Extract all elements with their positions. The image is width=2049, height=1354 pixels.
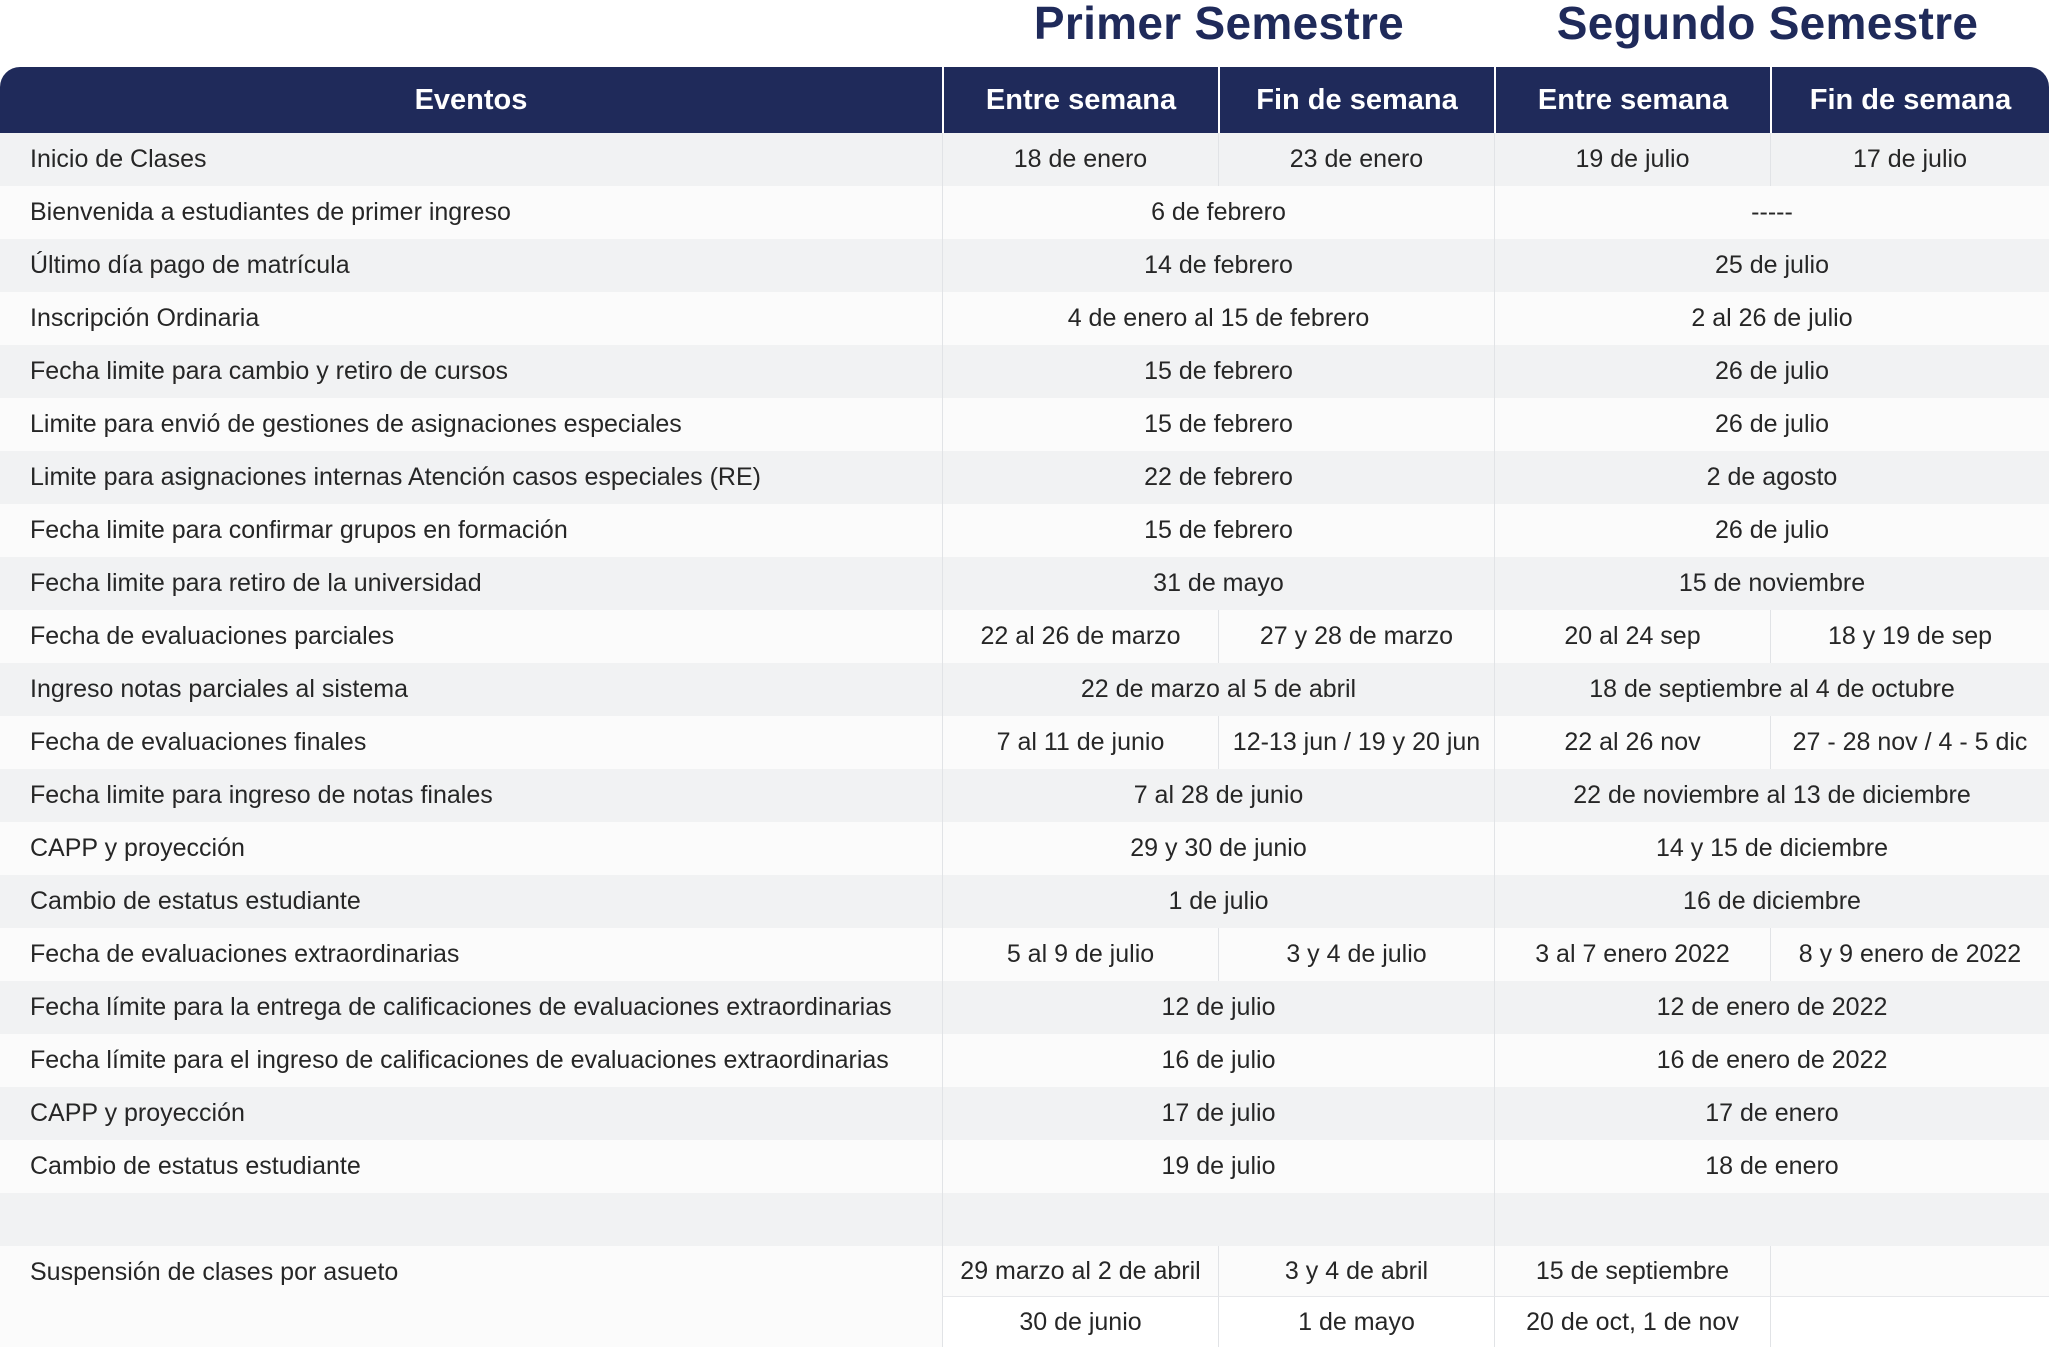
s2-date-cell: 25 de julio bbox=[1494, 239, 2049, 292]
event-name-cell: Fecha de evaluaciones parciales bbox=[0, 610, 942, 663]
spacer-cell bbox=[942, 1193, 1494, 1246]
s1-weekend-column-header: Fin de semana bbox=[1218, 67, 1494, 133]
spacer-row bbox=[0, 1193, 2049, 1246]
s2-weekend-column-header: Fin de semana bbox=[1770, 67, 2049, 133]
s2-date-cell: 14 y 15 de diciembre bbox=[1494, 822, 2049, 875]
s2-date-cell: 18 de enero bbox=[1494, 1140, 2049, 1193]
s2-date-cell: 16 de enero de 2022 bbox=[1494, 1034, 2049, 1087]
s2-weekday-column-header: Entre semana bbox=[1494, 67, 1770, 133]
s1-date-cell: 31 de mayo bbox=[942, 557, 1494, 610]
s1-date-cell: 15 de febrero bbox=[942, 504, 1494, 557]
table-row bbox=[0, 1087, 2049, 1140]
s2-date-cell: 2 de agosto bbox=[1494, 451, 2049, 504]
s2-date-cell: 17 de enero bbox=[1494, 1087, 2049, 1140]
s1-weekend-cell: 27 y 28 de marzo bbox=[1218, 610, 1494, 663]
s2-date-cell: 16 de diciembre bbox=[1494, 875, 2049, 928]
s2-weekend-cell: 18 y 19 de sep bbox=[1770, 610, 2049, 663]
table-row bbox=[0, 610, 2049, 663]
table-row bbox=[0, 822, 2049, 875]
event-name-cell: CAPP y proyección bbox=[0, 1087, 942, 1140]
s2-date-cell: 18 de septiembre al 4 de octubre bbox=[1494, 663, 2049, 716]
event-name-cell: Cambio de estatus estudiante bbox=[0, 1140, 942, 1193]
table-row bbox=[0, 133, 2049, 186]
event-name-cell: Fecha límite para la entrega de calificaciones de evaluaciones extraordinarias bbox=[0, 981, 942, 1034]
event-name-cell: Fecha limite para confirmar grupos en formación bbox=[0, 504, 942, 557]
event-name-cell: Último día pago de matrícula bbox=[0, 239, 942, 292]
event-name-cell: Inscripción Ordinaria bbox=[0, 292, 942, 345]
s2-weekday-cell: 3 al 7 enero 2022 bbox=[1494, 928, 1770, 981]
event-name-cell: Fecha de evaluaciones finales bbox=[0, 716, 942, 769]
second-semester-title: Segundo Semestre bbox=[1556, 0, 1979, 49]
event-name-cell: Fecha de evaluaciones extraordinarias bbox=[0, 928, 942, 981]
event-name-cell: Fecha límite para el ingreso de calificaciones de evaluaciones extraordinarias bbox=[0, 1034, 942, 1087]
s2-date-cell: 12 de enero de 2022 bbox=[1494, 981, 2049, 1034]
s1-date-cell: 29 y 30 de junio bbox=[942, 822, 1494, 875]
s1-date-cell: 4 de enero al 15 de febrero bbox=[942, 292, 1494, 345]
s2-weekend-cell: 27 - 28 nov / 4 - 5 dic bbox=[1770, 716, 2049, 769]
s1-weekday-cell: 22 al 26 de marzo bbox=[942, 610, 1218, 663]
suspension-row bbox=[0, 1246, 2049, 1296]
s1-date-cell: 22 de febrero bbox=[942, 451, 1494, 504]
s1-weekend-cell: 1 de mayo bbox=[1218, 1296, 1494, 1347]
table-row bbox=[0, 716, 2049, 769]
table-row bbox=[0, 928, 2049, 981]
event-name-cell: Fecha limite para cambio y retiro de cursos bbox=[0, 345, 942, 398]
s2-date-cell: 2 al 26 de julio bbox=[1494, 292, 2049, 345]
s1-weekday-cell: 29 marzo al 2 de abril bbox=[942, 1246, 1218, 1296]
s1-weekday-cell: 30 de junio bbox=[942, 1296, 1218, 1347]
s1-date-cell: 1 de julio bbox=[942, 875, 1494, 928]
s1-weekday-cell: 5 al 9 de julio bbox=[942, 928, 1218, 981]
table-row bbox=[0, 1034, 2049, 1087]
event-name-cell: Fecha limite para ingreso de notas finales bbox=[0, 769, 942, 822]
table-row bbox=[0, 239, 2049, 292]
s1-date-cell: 14 de febrero bbox=[942, 239, 1494, 292]
s2-date-cell: 26 de julio bbox=[1494, 345, 2049, 398]
table-row bbox=[0, 345, 2049, 398]
event-name-cell: Fecha limite para retiro de la universidad bbox=[0, 557, 942, 610]
s2-date-cell: ----- bbox=[1494, 186, 2049, 239]
suspension-event-cell: Suspensión de clases por asueto bbox=[0, 1246, 942, 1347]
s1-date-cell: 15 de febrero bbox=[942, 398, 1494, 451]
s2-weekend-cell bbox=[1770, 1296, 2049, 1347]
s1-weekday-column-header: Entre semana bbox=[942, 67, 1218, 133]
s2-weekday-cell: 15 de septiembre bbox=[1494, 1246, 1770, 1296]
event-name-cell: CAPP y proyección bbox=[0, 822, 942, 875]
spacer-cell bbox=[1494, 1193, 2049, 1246]
table-row bbox=[0, 398, 2049, 451]
s1-weekend-cell: 3 y 4 de julio bbox=[1218, 928, 1494, 981]
table-row bbox=[0, 557, 2049, 610]
table-row bbox=[0, 1140, 2049, 1193]
table-row bbox=[0, 875, 2049, 928]
s2-date-cell: 15 de noviembre bbox=[1494, 557, 2049, 610]
event-name-cell: Limite para envió de gestiones de asignaciones especiales bbox=[0, 398, 942, 451]
event-name-cell: Inicio de Clases bbox=[0, 133, 942, 186]
s1-weekend-cell: 3 y 4 de abril bbox=[1218, 1246, 1494, 1296]
s2-weekend-cell: 17 de julio bbox=[1770, 133, 2049, 186]
s1-date-cell: 19 de julio bbox=[942, 1140, 1494, 1193]
s2-weekday-cell: 20 al 24 sep bbox=[1494, 610, 1770, 663]
first-semester-title: Primer Semestre bbox=[1033, 0, 1405, 49]
s1-weekday-cell: 7 al 11 de junio bbox=[942, 716, 1218, 769]
table-row bbox=[0, 292, 2049, 345]
s1-weekend-cell: 23 de enero bbox=[1218, 133, 1494, 186]
s1-date-cell: 7 al 28 de junio bbox=[942, 769, 1494, 822]
s2-weekend-cell bbox=[1770, 1246, 2049, 1296]
event-name-cell: Limite para asignaciones internas Atención casos especiales (RE) bbox=[0, 451, 942, 504]
academic-calendar-table bbox=[0, 67, 2049, 1347]
s2-date-cell: 22 de noviembre al 13 de diciembre bbox=[1494, 769, 2049, 822]
event-name-cell: Bienvenida a estudiantes de primer ingreso bbox=[0, 186, 942, 239]
s2-weekend-cell: 8 y 9 enero de 2022 bbox=[1770, 928, 2049, 981]
event-name-cell: Ingreso notas parciales al sistema bbox=[0, 663, 942, 716]
s1-date-cell: 22 de marzo al 5 de abril bbox=[942, 663, 1494, 716]
s1-date-cell: 16 de julio bbox=[942, 1034, 1494, 1087]
s2-weekday-cell: 22 al 26 nov bbox=[1494, 716, 1770, 769]
table-row bbox=[0, 451, 2049, 504]
events-column-header: Eventos bbox=[0, 67, 942, 133]
table-row bbox=[0, 186, 2049, 239]
s1-date-cell: 12 de julio bbox=[942, 981, 1494, 1034]
s1-date-cell: 6 de febrero bbox=[942, 186, 1494, 239]
table-row bbox=[0, 663, 2049, 716]
event-name-cell: Cambio de estatus estudiante bbox=[0, 875, 942, 928]
s2-weekday-cell: 19 de julio bbox=[1494, 133, 1770, 186]
table-row bbox=[0, 769, 2049, 822]
s2-date-cell: 26 de julio bbox=[1494, 504, 2049, 557]
table-row bbox=[0, 504, 2049, 557]
s2-date-cell: 26 de julio bbox=[1494, 398, 2049, 451]
s1-date-cell: 15 de febrero bbox=[942, 345, 1494, 398]
table-row bbox=[0, 981, 2049, 1034]
s1-date-cell: 17 de julio bbox=[942, 1087, 1494, 1140]
spacer-cell bbox=[0, 1193, 942, 1246]
table-header-row bbox=[0, 67, 2049, 133]
s1-weekend-cell: 12-13 jun / 19 y 20 jun bbox=[1218, 716, 1494, 769]
s2-weekday-cell: 20 de oct, 1 de nov bbox=[1494, 1296, 1770, 1347]
s1-weekday-cell: 18 de enero bbox=[942, 133, 1218, 186]
